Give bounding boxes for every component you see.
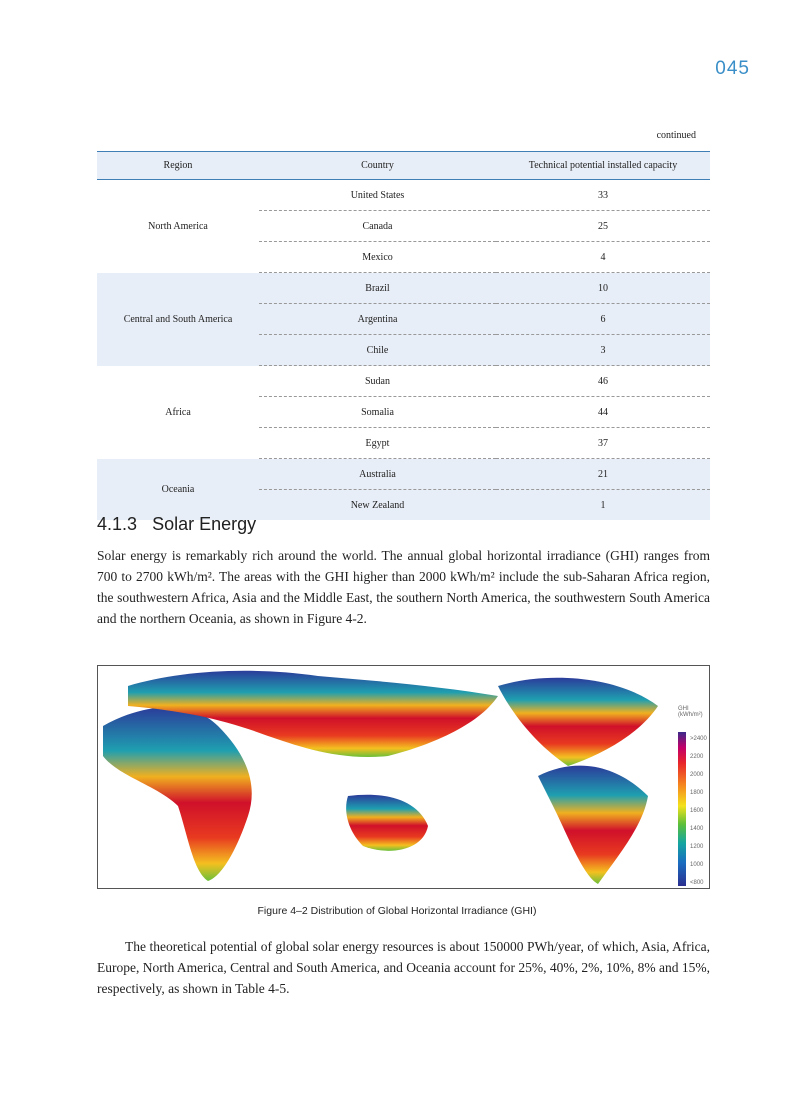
table-row: [97, 273, 710, 304]
country-cell: Canada: [259, 211, 496, 242]
legend-tick: >2400: [690, 736, 707, 742]
capacity-cell: 4: [496, 242, 710, 273]
legend-tick: 1200: [690, 844, 704, 850]
capacity-cell: 1: [496, 490, 710, 521]
capacity-cell: 10: [496, 273, 710, 304]
country-cell: Chile: [259, 335, 496, 366]
capacity-cell: 3: [496, 335, 710, 366]
legend-title: GHI: [678, 706, 689, 712]
world-irradiance-map: [98, 666, 668, 888]
legend-tick: 1600: [690, 808, 704, 814]
legend-tick: 2200: [690, 754, 704, 760]
paragraph-potential: The theoretical potential of global solar energy resources is about 150000 PWh/year, of which, Asia, Africa, Europe, North America, Central and South America, and Oceania account for 25%, 40%, 2%, 10%, 8% and 15%, respectively, as shown in Table 4-5.: [97, 939, 710, 996]
capacity-cell: 44: [496, 397, 710, 428]
legend-tick: 2000: [690, 772, 704, 778]
legend-tick: 1400: [690, 826, 704, 832]
header-country: Country: [259, 152, 496, 180]
country-cell: Egypt: [259, 428, 496, 459]
header-region: Region: [97, 152, 259, 180]
country-cell: Australia: [259, 459, 496, 490]
capacity-cell: 37: [496, 428, 710, 459]
country-cell: Argentina: [259, 304, 496, 335]
section-heading: 4.1.3 Solar Energy: [97, 514, 257, 534]
paragraph-intro: Solar energy is remarkably rich around the world. The annual global horizontal irradiance (GHI) ranges from 700 to 2700 kWh/m². The areas with the GHI higher than 2000 kWh/m² include the sub-Saharan Africa region, the southwestern Africa, Asia and the Middle East, the southern North America, the southwestern South America and the northern Oceania, as shown in Figure 4-2.: [97, 548, 710, 626]
capacity-cell: 46: [496, 366, 710, 397]
country-cell: United States: [259, 180, 496, 211]
country-cell: Sudan: [259, 366, 496, 397]
table-row: [97, 459, 710, 490]
header-capacity: Technical potential installed capacity: [496, 152, 710, 180]
capacity-cell: 21: [496, 459, 710, 490]
country-cell: Somalia: [259, 397, 496, 428]
page-number: 045: [715, 58, 750, 79]
capacity-table: [97, 151, 710, 520]
region-cell: Central and South America: [97, 273, 259, 366]
capacity-cell: 25: [496, 211, 710, 242]
ghi-map-figure: [97, 665, 710, 889]
capacity-cell: 6: [496, 304, 710, 335]
region-cell: North America: [148, 220, 208, 232]
region-cell: Oceania: [97, 459, 259, 521]
table-row: [97, 366, 710, 397]
legend-color-bar: [678, 732, 686, 886]
country-cell: Brazil: [259, 273, 496, 304]
ghi-legend: [678, 706, 707, 886]
legend-tick: <800: [690, 880, 704, 886]
legend-tick: 1800: [690, 790, 704, 796]
country-cell: New Zealand: [259, 490, 496, 521]
region-cell: Africa: [165, 406, 191, 418]
figure-caption: Figure 4–2 Distribution of Global Horizontal Irradiance (GHI): [257, 905, 537, 917]
country-cell: Mexico: [259, 242, 496, 273]
legend-unit: (kWh/m²): [678, 712, 703, 718]
legend-tick: 1000: [690, 862, 704, 868]
table-row: [97, 180, 710, 211]
table-continued-label: continued: [656, 130, 696, 141]
capacity-cell: 33: [496, 180, 710, 211]
